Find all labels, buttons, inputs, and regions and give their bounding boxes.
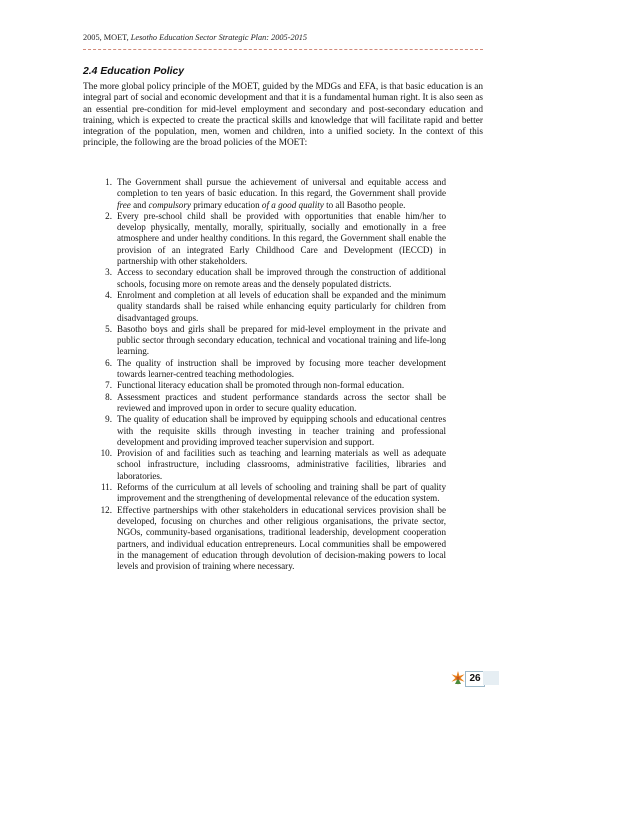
policy-text: Effective partnerships with other stakeholders in educational services provision shall be developed, focusing on churches and other religious organisations, the private sector, NGOs, community-based organisations, traditional leadership, development cooperation partners, and individual education entrepreneurs. Local communities shall be empowered in the management of education through devolution of decision-making powers to local levels and provision of training where necessary. — [117, 504, 446, 572]
policy-number: 10. — [100, 448, 112, 459]
policy-number: 5. — [105, 323, 112, 334]
policy-text: Functional literacy education shall be promoted through non-formal education. — [117, 380, 405, 391]
policy-text: The quality of education shall be improved by equipping schools and educational centres with the requisite skills through investing in teacher training and professional development and providing improved teacher supervision and support. — [117, 414, 446, 447]
policy-text: Access to secondary education shall be improved through the construction of additional schools, focusing more on remote areas and the densely populated districts. — [117, 267, 446, 289]
header-plan-title: Lesotho Education Sector Strategic Plan: 2005-2015 — [130, 33, 308, 42]
policy-text: primary education — [190, 199, 262, 210]
policy-number: 2. — [105, 210, 112, 221]
policy-text: Reforms of the curriculum at all levels of schooling and training shall be part of quality improvement and the strengthening of developmental relevance of the education system. — [117, 482, 446, 504]
policy-item-9 — [90, 414, 446, 448]
footer-accent-bar — [483, 671, 499, 685]
policy-number: 12. — [100, 504, 112, 515]
policy-text: The quality of instruction shall be improved by focusing more teacher development towards learner-centred teaching methodologies. — [117, 357, 446, 380]
policy-emphasis-compulsory: compulsory — [148, 199, 191, 210]
policy-item-5 — [90, 324, 446, 358]
policy-text: to all Basotho people. — [323, 199, 406, 210]
policy-text: Assessment practices and student performance standards across the sector shall be reviewed and improved upon in order to secure quality education. — [117, 391, 446, 413]
intro-paragraph: The more global policy principle of the MOET, guided by the MDGs and EFA, is that basic education is an integral part of social and economic development and that it is a fundamental human right. It is also seen as an essential pre-condition for mid-level employment and secondary and post-secondary education and training, which is expected to create the practical skills and knowledge that will facilitate rapid and better integration of the population, men, women and children, into a unified society. In the context of this principle, the following are the broad policies of the MOET: — [83, 82, 483, 149]
policy-item-3 — [90, 267, 446, 290]
policy-item-2 — [90, 211, 446, 267]
page-number: 26 — [465, 671, 485, 687]
policy-number: 3. — [105, 267, 112, 278]
running-header — [83, 33, 307, 42]
policy-item-10 — [90, 448, 446, 482]
policy-text: Enrolment and completion at all levels of education shall be expanded and the minimum quality standards shall be raised while enhancing equity particularly for children from disadvantaged groups. — [117, 289, 446, 323]
header-divider — [83, 49, 483, 50]
policy-text: The Government shall pursue the achievement of universal and equitable access and completion to ten years of basic education. In this regard, the Government shall provide — [117, 177, 446, 199]
header-prefix: 2005, MOET, — [83, 33, 131, 42]
policy-number: 1. — [105, 177, 112, 187]
moet-emblem-icon — [450, 670, 466, 686]
policy-number: 8. — [105, 391, 112, 402]
policy-text: and — [130, 199, 149, 210]
policy-emphasis-free: free — [117, 199, 131, 210]
policy-number: 7. — [105, 380, 112, 391]
policy-text: Every pre-school child shall be provided with opportunities that enable him/her to develop physically, mentally, morally, spiritually, socially and emotionally in a free atmosphere and under healthy conditions. In this regard, the Government shall enable the provision of an integrated Early Childhood Care and Development (IECCD) in partnership with other stakeholders. — [117, 210, 446, 267]
policy-item-8 — [90, 392, 446, 415]
policy-text: Provision of and facilities such as teaching and learning materials as well as adequate school infrastructure, including classrooms, administrative facilities, libraries and laboratories. — [117, 448, 446, 481]
policy-number: 4. — [105, 289, 112, 300]
policy-number: 11. — [100, 482, 112, 493]
policy-item-1 — [90, 177, 446, 211]
policy-list — [90, 177, 446, 572]
policy-emphasis-quality: of a good quality — [261, 199, 324, 210]
policy-text: Basotho boys and girls shall be prepared for mid-level employment in the private and public sector through secondary education, technical and vocational training and life-long learning. — [117, 323, 446, 357]
policy-item-6 — [90, 358, 446, 381]
policy-item-12 — [90, 505, 446, 573]
policy-item-11 — [90, 482, 446, 505]
policy-item-7 — [90, 380, 446, 391]
policy-item-4 — [90, 290, 446, 324]
policy-number: 6. — [105, 357, 112, 368]
policy-number: 9. — [105, 414, 112, 425]
section-heading: 2.4 Education Policy — [83, 66, 185, 77]
